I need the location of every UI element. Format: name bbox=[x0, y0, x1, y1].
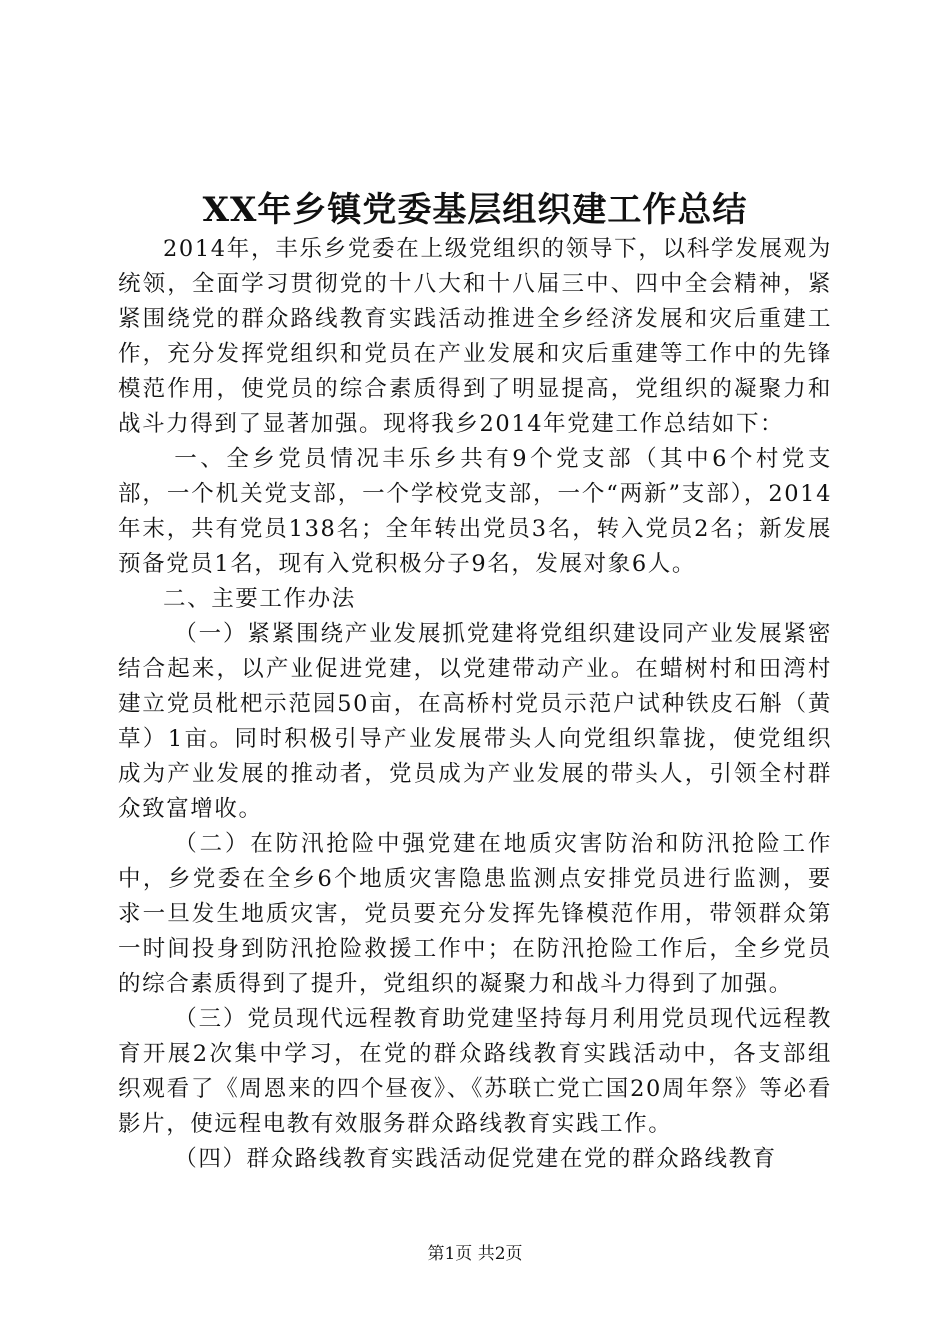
document-title: XX年乡镇党委基层组织建工作总结 bbox=[202, 190, 748, 230]
intro-paragraph: 2014年，丰乐乡党委在上级党组织的领导下，以科学发展观为统领，全面学习贯彻党的十八大和十八届三中、四中全会精神，紧紧围绕党的群众路线教育实践活动推进全乡经济发展和灾后重建工作，充分发挥党组织和党员在产业发展和灾后重建等工作中的先锋模范作用，使党员的综合素质得到了明显提高，党组织的凝聚力和战斗力得到了显著加强。现将我乡2014年党建工作总结如下： bbox=[118, 236, 832, 437]
subsection-1-paragraph: （一）紧紧围绕产业发展抓党建将党组织建设同产业发展紧密结合起来，以产业促进党建，以党建带动产业。在蜡树村和田湾村建立党员枇杷示范园50亩，在高桥村党员示范户试种铁皮石斛（黄草）1亩。同时积极引导产业发展带头人向党组织靠拢，使党组织成为产业发展的推动者，党员成为产业发展的带头人，引领全村群众致富增收。 bbox=[118, 621, 832, 822]
page-footer: 第1页 共2页 bbox=[427, 1244, 523, 1264]
section-1-paragraph: 一、全乡党员情况丰乐乡共有9个党支部（其中6个村党支部，一个机关党支部，一个学校党支部，一个“两新”支部），2014年末，共有党员138名；全年转出党员3名，转入党员2名；新发展预备党员1名，现有入党积极分子9名，发展对象6人。 bbox=[118, 446, 832, 577]
subsection-4-paragraph: （四）群众路线教育实践活动促党建在党的群众路线教育 bbox=[174, 1146, 777, 1172]
document-body bbox=[118, 232, 832, 1177]
section-2-heading: 二、主要工作办法 bbox=[163, 586, 356, 612]
subsection-2-paragraph: （二）在防汛抢险中强党建在地质灾害防治和防汛抢险工作中，乡党委在全乡6个地质灾害隐患监测点安排党员进行监测，要求一旦发生地质灾害，党员要充分发挥先锋模范作用，带领群众第一时间投身到防汛抢险救援工作中；在防汛抢险工作后，全乡党员的综合素质得到了提升，党组织的凝聚力和战斗力得到了加强。 bbox=[118, 831, 832, 997]
subsection-3-paragraph: （三）党员现代远程教育助党建坚持每月利用党员现代远程教育开展2次集中学习，在党的群众路线教育实践活动中，各支部组织观看了《周恩来的四个昼夜》、《苏联亡党亡国20周年祭》等必看影片，使远程电教有效服务群众路线教育实践工作。 bbox=[118, 1006, 832, 1137]
